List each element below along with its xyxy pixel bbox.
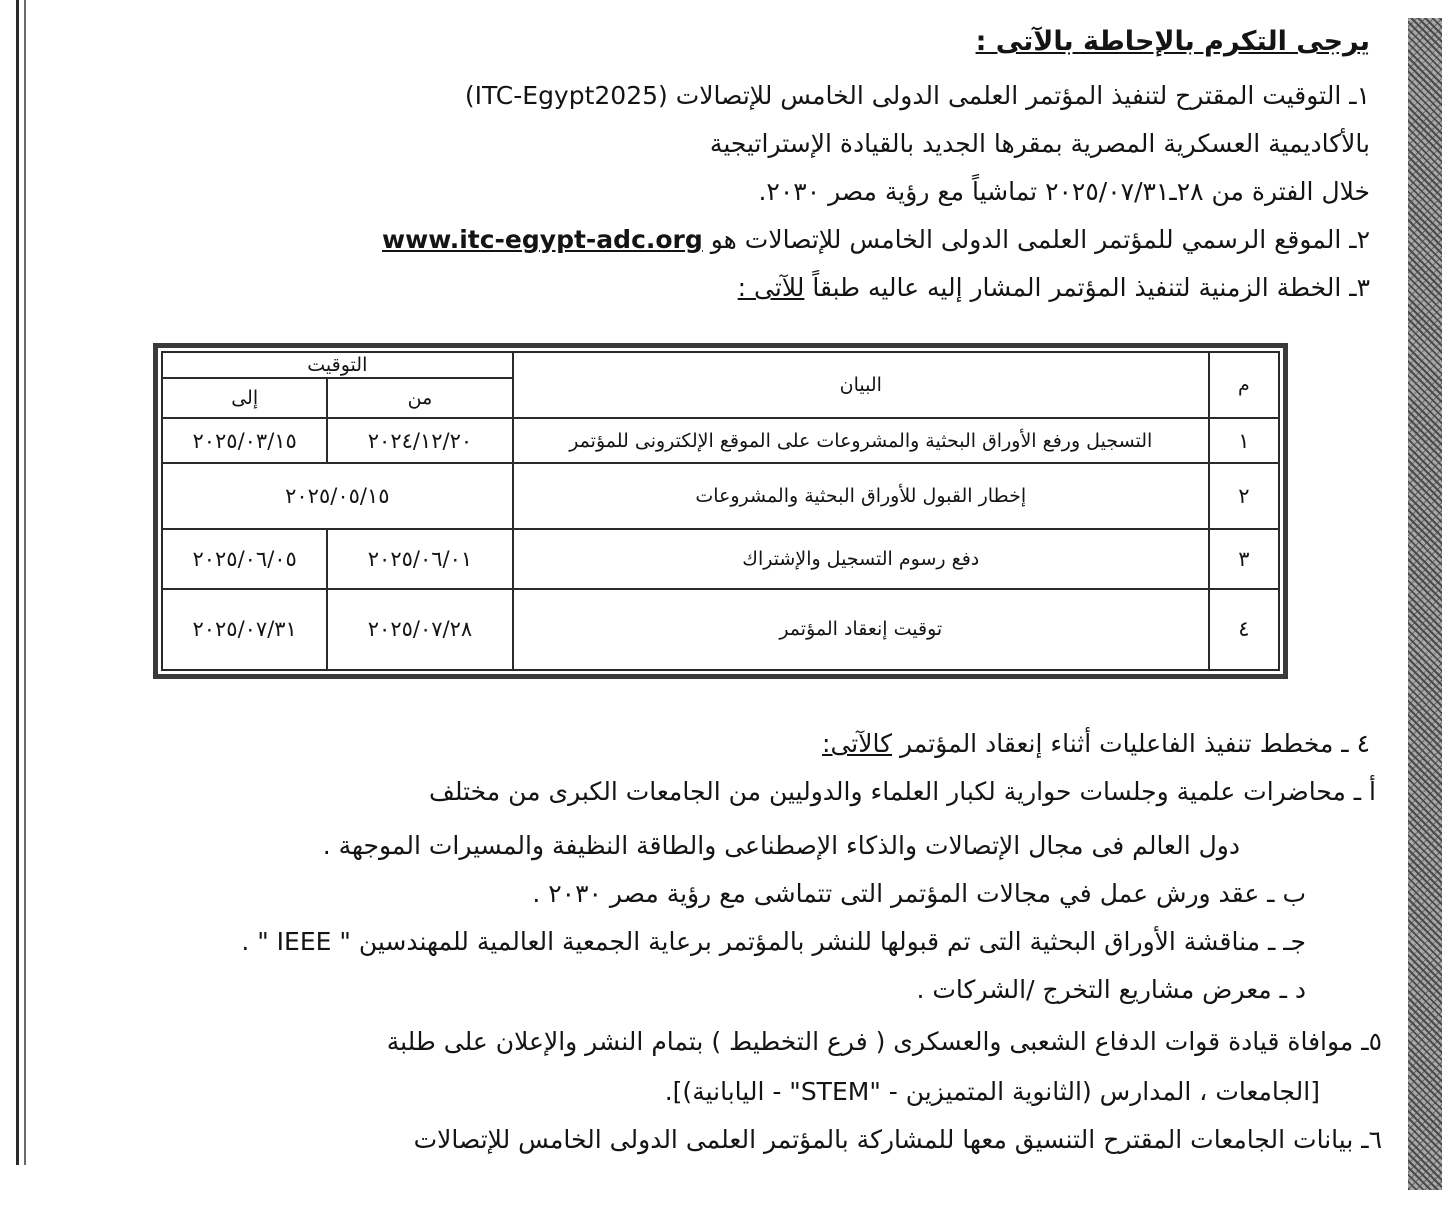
scan-left-border <box>16 0 19 1165</box>
item-4-line <box>822 726 1370 762</box>
item-1-text: ١ـ التوقيت المقترح لتنفيذ المؤتمر العلمى الدولى الخامس للإتصالات <box>667 81 1370 110</box>
item-4b-line: ب ـ عقد ورش عمل في مجالات المؤتمر التى تتماشى مع رؤية مصر ٢٠٣٠ . <box>532 879 1306 908</box>
item-4-text: ٤ ـ مخطط تنفيذ الفاعليات أثناء إنعقاد المؤتمر <box>892 729 1370 758</box>
header-statement: البيان <box>513 352 1209 418</box>
intro-heading: يرجى التكرم بالإحاطة بالآتى : <box>975 26 1370 57</box>
item-1-line-3: خلال الفترة من ٢٨ـ٢٠٢٥/٠٧/٣١ تماشياً مع رؤية مصر ٢٠٣٠. <box>758 177 1370 206</box>
item-5-line-2: [الجامعات ، المدارس (الثانوية المتميزين - "STEM" - اليابانية)]. <box>664 1077 1320 1106</box>
header-num: م <box>1209 352 1279 418</box>
table-header-row <box>162 352 1279 378</box>
header-to: إلى <box>162 378 327 419</box>
item-2-text: ٢ـ الموقع الرسمي للمؤتمر العلمى الدولى الخامس للإتصالات هو <box>702 225 1370 254</box>
schedule-table <box>161 351 1280 671</box>
item-2-line <box>382 222 1370 258</box>
row-to-date: ٢٠٢٥/٠٧/٣١ <box>162 589 327 670</box>
row-num: ١ <box>1209 418 1279 463</box>
row-to-date: ٢٠٢٥/٠٦/٠٥ <box>162 529 327 589</box>
item-4a-line-1: أ ـ محاضرات علمية وجلسات حوارية لكبار العلماء والدوليين من الجامعات الكبرى من مختلف <box>428 777 1376 806</box>
row-from-date: ٢٠٢٤/١٢/٢٠ <box>327 418 512 463</box>
row-merged-date: ٢٠٢٥/٠٥/١٥ <box>162 463 513 529</box>
item-3-line <box>738 270 1370 306</box>
row-from-date: ٢٠٢٥/٠٧/٢٨ <box>327 589 512 670</box>
row-from-date: ٢٠٢٥/٠٦/٠١ <box>327 529 512 589</box>
table-row <box>162 529 1279 589</box>
item-3-underlined: للآتى : <box>737 273 805 302</box>
item-5-line-1: ٥ـ موافاة قيادة قوات الدفاع الشعبى والعسكرى ( فرع التخطيط ) بتمام النشر والإعلان على طلبة <box>386 1027 1382 1056</box>
item-4-underlined: كالآتى: <box>822 729 893 758</box>
header-from: من <box>327 378 512 419</box>
row-statement: التسجيل ورفع الأوراق البحثية والمشروعات على الموقع الإلكترونى للمؤتمر <box>513 418 1209 463</box>
item-1-line-2: بالأكاديمية العسكرية المصرية بمقرها الجديد بالقيادة الإستراتيجية <box>709 129 1370 158</box>
item-4a-line-2: دول العالم فى مجال الإتصالات والذكاء الإصطناعى والطاقة النظيفة والمسيرات الموجهة . <box>322 831 1240 860</box>
row-to-date: ٢٠٢٥/٠٣/١٥ <box>162 418 327 463</box>
row-statement: توقيت إنعقاد المؤتمر <box>513 589 1209 670</box>
header-timing: التوقيت <box>162 352 513 378</box>
table-row <box>162 589 1279 670</box>
row-statement: دفع رسوم التسجيل والإشتراك <box>513 529 1209 589</box>
item-1-line-1 <box>465 78 1370 114</box>
row-num: ٢ <box>1209 463 1279 529</box>
scan-right-edge-pattern <box>1408 18 1442 1190</box>
item-4d-line: د ـ معرض مشاريع التخرج /الشركات . <box>916 975 1306 1004</box>
row-num: ٤ <box>1209 589 1279 670</box>
row-num: ٣ <box>1209 529 1279 589</box>
item-3-text: ٣ـ الخطة الزمنية لتنفيذ المؤتمر المشار إليه عاليه طبقاً <box>804 273 1370 302</box>
schedule-table-frame <box>153 343 1288 679</box>
conference-website-link[interactable]: www.itc-egypt-adc.org <box>382 225 703 254</box>
conference-code: (ITC-Egypt2025) <box>464 81 668 110</box>
table-row <box>162 418 1279 463</box>
item-4c-line: جـ ـ مناقشة الأوراق البحثية التى تم قبولها للنشر بالمؤتمر برعاية الجمعية العالمية للمهندسين " IEEE " . <box>241 927 1306 956</box>
row-statement: إخطار القبول للأوراق البحثية والمشروعات <box>513 463 1209 529</box>
scan-left-border-inner <box>24 0 26 1165</box>
item-6-line-1: ٦ـ بيانات الجامعات المقترح التنسيق معها للمشاركة بالمؤتمر العلمى الدولى الخامس للإتصالات <box>413 1125 1382 1154</box>
table-row <box>162 463 1279 529</box>
